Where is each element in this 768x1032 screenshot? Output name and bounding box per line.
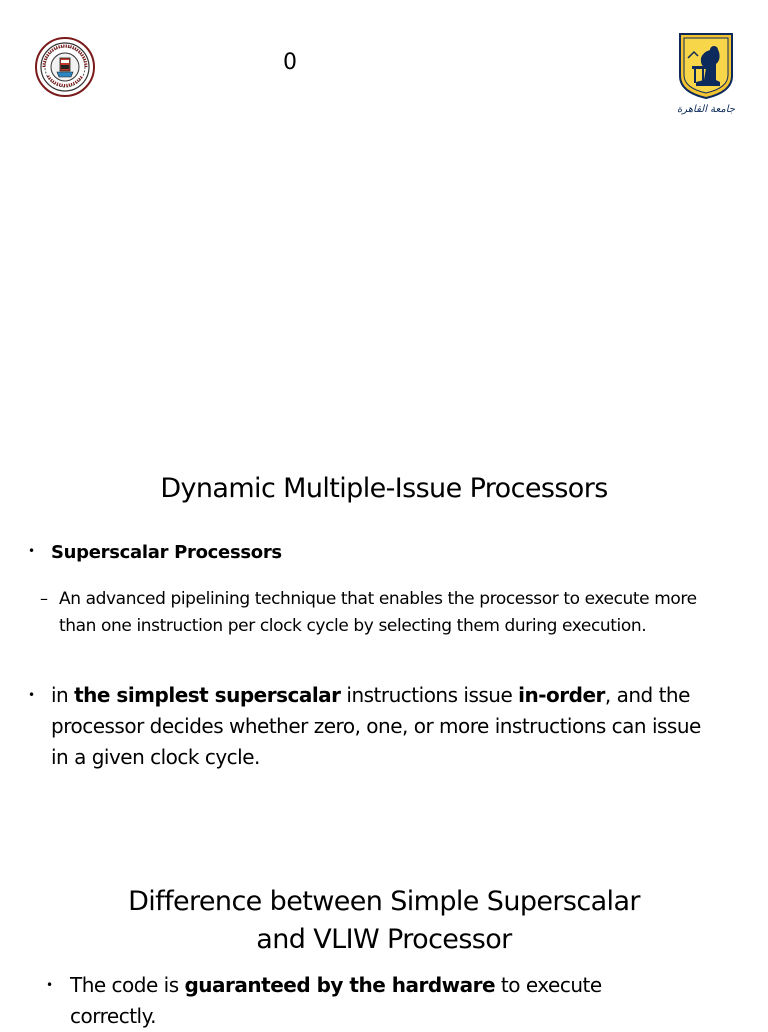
faculty-seal-icon xyxy=(34,36,96,98)
bullet-marker: • xyxy=(28,544,36,558)
sub-bullet-marker: – xyxy=(40,589,48,608)
bullet-superscalar-processors xyxy=(28,541,728,565)
text-run: , and the processor decides whether zero, one, or more instructions can issue in a given clock cycle. xyxy=(51,683,701,769)
text-run: The code is xyxy=(70,973,185,997)
title-line: and VLIW Processor xyxy=(256,924,512,955)
page-number: 0 xyxy=(283,50,297,75)
slide-title-dynamic-multiple-issue: Dynamic Multiple-Issue Processors xyxy=(160,473,608,504)
bold-run: in-order xyxy=(518,683,605,707)
text-run: to execute correctly. xyxy=(70,973,602,1028)
bullet-marker: • xyxy=(46,978,54,992)
slide-header xyxy=(0,0,768,130)
bullet-guaranteed-by-hardware xyxy=(46,970,726,1032)
bullet-marker: • xyxy=(28,688,36,702)
cairo-university-logo-icon xyxy=(670,30,742,116)
text-run: in xyxy=(51,683,75,707)
bold-run: guaranteed by the hardware xyxy=(184,973,496,997)
bold-run: the simplest superscalar xyxy=(74,683,341,707)
slide-title-difference xyxy=(0,883,768,959)
university-name-arabic: جامعة القاهرة xyxy=(677,104,735,115)
bullet-text xyxy=(51,680,721,773)
bullet-text: Superscalar Processors xyxy=(51,542,282,563)
sub-bullet-text: An advanced pipelining technique that enables the processor to execute more than one instruction per clock cycle by selecting them during execution. xyxy=(59,589,697,636)
bullet-simplest-superscalar xyxy=(28,680,728,773)
text-run: instructions issue xyxy=(340,683,519,707)
bullet-text xyxy=(70,970,630,1032)
sub-bullet-superscalar-definition xyxy=(40,586,730,640)
title-line: Difference between Simple Superscalar xyxy=(128,886,640,917)
